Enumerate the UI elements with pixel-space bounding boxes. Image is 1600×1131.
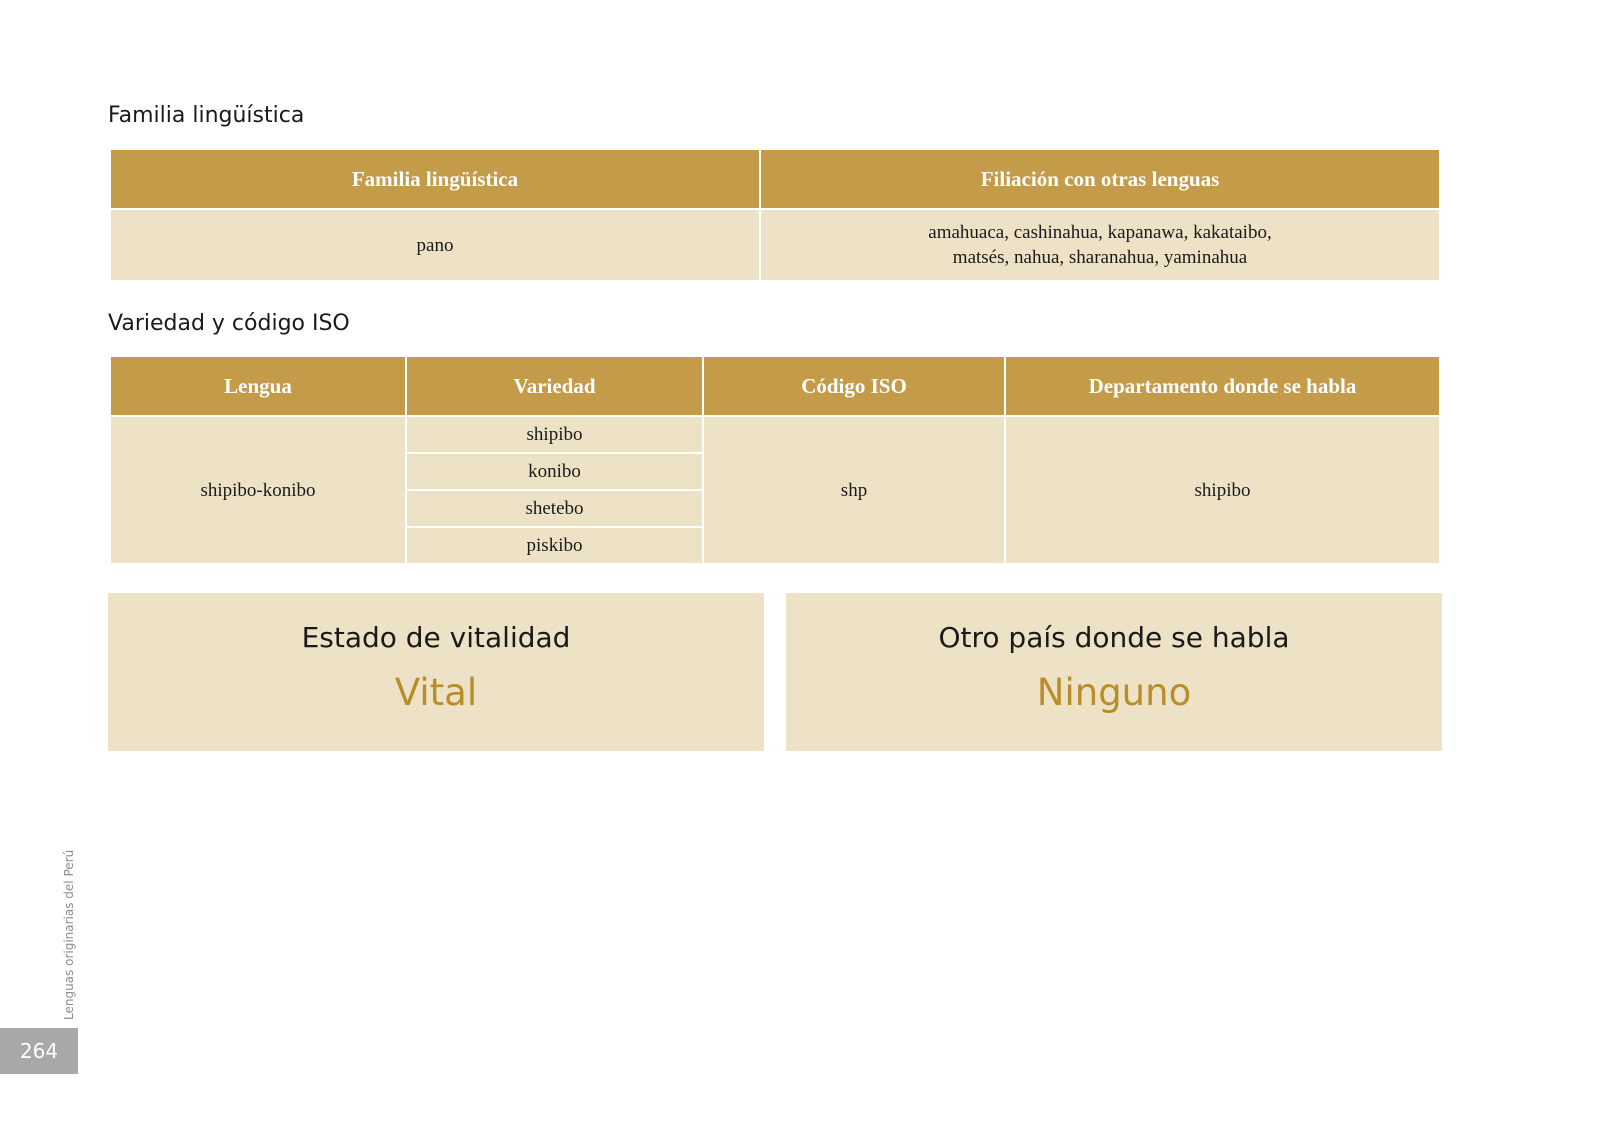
codigo-iso-cell: shp (703, 416, 1005, 564)
vitalidad-label: Estado de vitalidad (301, 621, 571, 654)
header-filiacion: Filiación con otras lenguas (760, 149, 1440, 209)
filiacion-line: amahuaca, cashinahua, kapanawa, kakataibo, (928, 222, 1272, 243)
filiacion-cell (760, 209, 1440, 281)
familia-section-title: Familia lingüística (108, 103, 305, 128)
vitalidad-value: Vital (394, 671, 478, 714)
table-row (110, 209, 1440, 281)
variedad-section-title: Variedad y código ISO (108, 311, 350, 336)
familia-table (109, 148, 1441, 282)
familia-cell: pano (110, 209, 760, 281)
departamento-cell: shipibo (1005, 416, 1440, 564)
variedad-cell: konibo (406, 453, 703, 490)
table-row (110, 416, 1440, 453)
book-title-vertical: Lenguas originarias del Perú (62, 849, 76, 1020)
variedad-cell: shetebo (406, 490, 703, 527)
otro-pais-box (786, 593, 1442, 751)
variedad-cell: shipibo (406, 416, 703, 453)
otro-pais-label: Otro país donde se habla (938, 621, 1290, 654)
header-variedad: Variedad (406, 356, 703, 416)
variedad-table (109, 355, 1441, 565)
header-familia: Familia lingüística (110, 149, 760, 209)
familia-header-row (110, 149, 1440, 209)
header-lengua: Lengua (110, 356, 406, 416)
filiacion-line: matsés, nahua, sharanahua, yaminahua (952, 247, 1248, 268)
page-number: 264 (0, 1028, 78, 1074)
variedad-header-row (110, 356, 1440, 416)
vitalidad-box (108, 593, 764, 751)
lengua-cell: shipibo-konibo (110, 416, 406, 564)
header-codigo-iso: Código ISO (703, 356, 1005, 416)
otro-pais-value: Ninguno (1036, 671, 1192, 714)
variedad-cell: piskibo (406, 527, 703, 564)
header-departamento: Departamento donde se habla (1005, 356, 1440, 416)
